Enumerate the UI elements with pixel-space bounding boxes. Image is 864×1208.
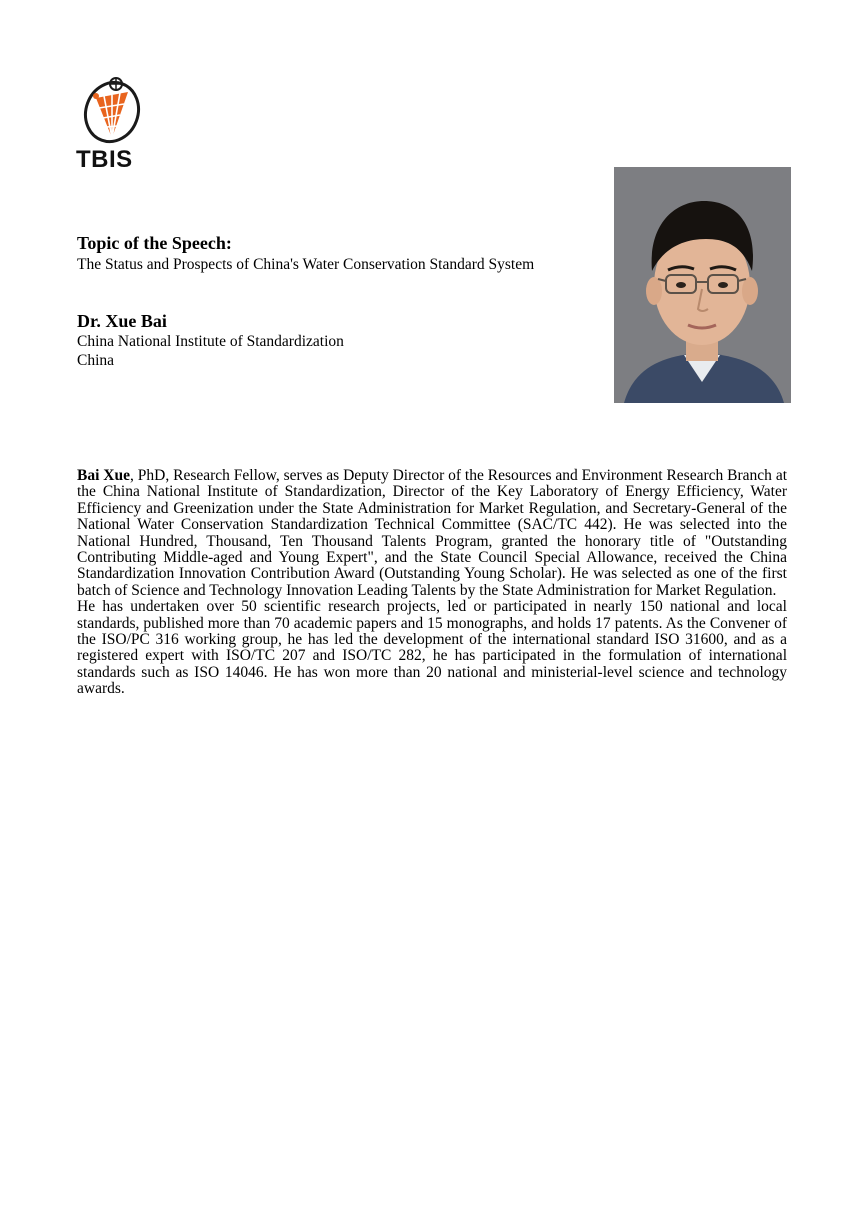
speaker-country: China [77,352,115,369]
bio-paragraph-1 [77,468,787,599]
logo-text: TBIS [76,146,133,173]
bio-paragraph-1-text: , PhD, Research Fellow, serves as Deputy Director of the Resources and Environment Research Branch at the China National Institute of Standardization, Director of the Key Laboratory of Energy Efficiency, Water Efficiency and Greenization under the State Administration for Market Regulation, and Secretary-General of the National Water Conservation Standardization Technical Committee (SAC/TC 442). He was selected into the National Hundred, Thousand, Ten Thousand Talents Program, granted the honorary title of "Outstanding Contributing Middle-aged and Young Expert", and the State Council Special Allowance, received the China Standardization Innovation Contribution Award (Outstanding Young Scholar). He was selected as one of the first batch of Science and Technology Innovation Leading Talents by the State Administration for Market Regulation. [77,467,788,599]
speaker-info-block [77,310,597,370]
speech-topic-block [77,232,597,274]
speaker-portrait-image [614,167,791,403]
tbis-logo [76,76,148,176]
speaker-institution: China National Institute of Standardization [77,333,344,350]
speaker-photo [614,167,791,403]
bio-lead-name: Bai Xue [77,467,130,484]
topic-heading: Topic of the Speech: [77,233,232,253]
globe-logo-icon [76,76,148,148]
bio-paragraph-2: He has undertaken over 50 scientific research projects, led or participated in nearly 150 national and local standards, published more than 70 academic papers and 15 monographs, and holds 17 patents. As the Convener of the ISO/PC 316 working group, he has led the development of the international standard ISO 31600, and as a registered expert with ISO/TC 207 and ISO/TC 282, he has participated in the formulation of international standards such as ISO 14046. He has won more than 20 national and ministerial-level science and technology awards. [77,598,787,698]
speaker-biography [77,468,787,698]
speaker-name: Dr. Xue Bai [77,311,167,331]
topic-title: The Status and Prospects of China's Water Conservation Standard System [77,256,535,273]
